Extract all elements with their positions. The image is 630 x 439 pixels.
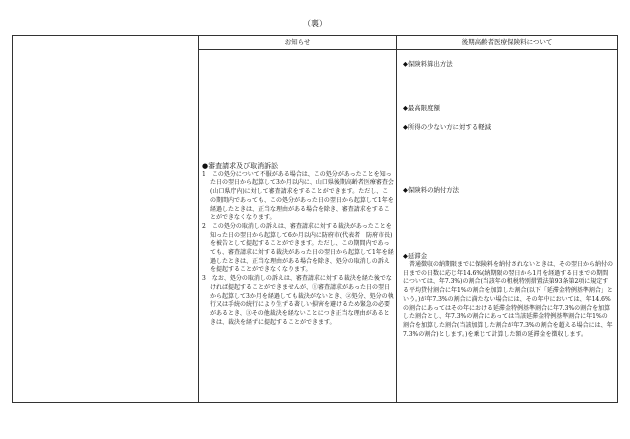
notice-column (199, 36, 397, 402)
appeal-section (202, 162, 394, 327)
delay-fee-text: 普通徴収の納期限までに保険料を納付されないときは、その翌日から納付の日までの日数に応じ年14.6%(納期限の翌日から1月を経過する日までの期間については、年7.3%)の割合(当該年の租税特別措置法第93条第2項に規定する平均貸付割合に年1%の割合を加算した割合(以下「延滞金特例基準割合」という。)が年7.3%の割合に満たない場合には、その年中においては、年14.6%の割合にあってはその年における延滞金特例基準割合に年7.3%の割合を加算した割合とし、年7.3%の割合にあっては当該延滞金特例基準割合に年1%の割合を加算した割合(当該加算した割合が年7.3%の割合を超える場合には、年7.3%の割合)とします。)を乗じて計算した額の延滞金を徴収します。 (403, 261, 614, 338)
document-table (12, 35, 618, 403)
appeal-title: ●審査請求及び取消訴訟 (202, 162, 279, 170)
notice-header: お知らせ (199, 36, 396, 50)
appeal-paragraph-1: 1 この処分について不服がある場合は、この処分があったことを知った日の翌日から起算して3か月以内に、山口県後期高齢者医療審査会(山口県庁内)に対して審査請求をすることができます。ただし、この期間内であっても、この処分があった日の翌日から起算して1年を経過したときは、正当な理由がある場合を除き、審査請求をすることができなくなります。 (202, 170, 394, 222)
premium-header: 後期高齢者医療保険料について (397, 36, 617, 50)
premium-column (397, 36, 617, 402)
premium-reduction-heading: ◆所得の少ない方に対する軽減 (403, 123, 491, 131)
appeal-paragraph-2: 2 この処分の取消しの訴えは、審査請求に対する裁決があったことを知った日の翌日から起算して6か月以内に防府市(代表者 防府市長)を被告として提起することができます。ただし、この期間内であっても、審査請求に対する裁決があった日の翌日から起算して1年を経過したときは、正当な理由がある場合を除き、処分の取消しの訴えを提起することができなくなります。 (202, 222, 394, 274)
premium-calc-heading: ◆保険料算出方法 (403, 60, 453, 68)
blank-column (13, 36, 199, 402)
premium-cap-heading: ◆最高限度額 (403, 104, 440, 112)
page-side-label: （裏） (303, 19, 327, 28)
delay-fee-body (403, 261, 613, 339)
premium-payment-heading: ◆保険料の納付方法 (403, 186, 460, 194)
appeal-paragraph-3: 3 なお、処分の取消しの訴えは、審査請求に対する裁決を経た後でなければ提起することができませんが、①審査請求があった日の翌日から起算して3か月を経過しても裁決がないとき、②処分、処分の執行又は手続の続行により生ずる著しい損害を避けるため緊急の必要があるとき、③その他裁決を経ないことにつき正当な理由があるときは、裁決を経ずに提起することができます。 (202, 275, 394, 326)
delay-fee-heading: ◆延滞金 (403, 252, 428, 260)
